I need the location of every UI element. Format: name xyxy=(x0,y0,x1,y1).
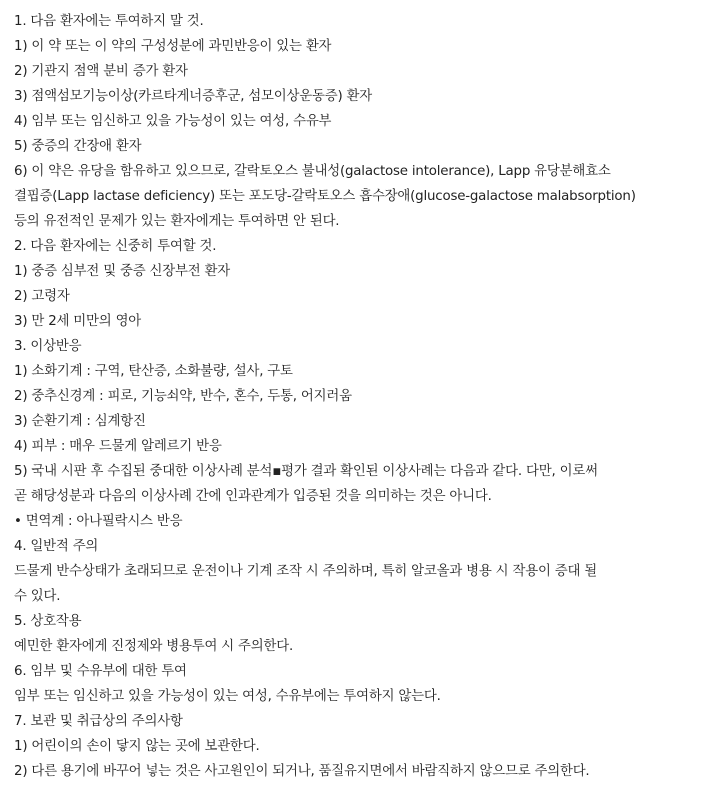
section-heading-contraindications: 1. 다음 환자에는 투여하지 말 것. xyxy=(14,14,204,29)
list-item: 5) 국내 시판 후 수집된 중대한 이상사례 분석▪평가 결과 확인된 이상사례는 다음과 같다. 다만, 이로써 xyxy=(14,464,598,479)
list-item: 3) 만 2세 미만의 영아 xyxy=(14,314,142,329)
list-item: 1) 소화기계 : 구역, 탄산증, 소화불량, 설사, 구토 xyxy=(14,364,293,379)
paragraph-line: 수 있다. xyxy=(14,589,61,604)
list-item-continuation: 곧 해당성분과 다음의 이상사례 간에 인과관계가 입증된 것을 의미하는 것은 아니다. xyxy=(14,489,492,504)
section-heading-pregnancy: 6. 임부 및 수유부에 대한 투여 xyxy=(14,664,187,679)
list-item-continuation: 결핍증(Lapp lactase deficiency) 또는 포도당-갈락토오스 흡수장애(glucose-galactose malabsorption) xyxy=(14,189,636,204)
list-item: 1) 이 약 또는 이 약의 구성성분에 과민반응이 있는 환자 xyxy=(14,39,332,54)
section-heading-interactions: 5. 상호작용 xyxy=(14,614,82,629)
document-body xyxy=(14,9,694,784)
list-item: 2) 중추신경계 : 피로, 기능쇠약, 반수, 혼수, 두통, 어지러움 xyxy=(14,389,352,404)
list-item: 2) 고령자 xyxy=(14,289,70,304)
list-item: 3) 순환기계 : 심계항진 xyxy=(14,414,146,429)
list-item: 4) 임부 또는 임신하고 있을 가능성이 있는 여성, 수유부 xyxy=(14,114,332,129)
section-heading-storage: 7. 보관 및 취급상의 주의사항 xyxy=(14,714,183,729)
section-heading-adverse-reactions: 3. 이상반응 xyxy=(14,339,82,354)
list-item: 4) 피부 : 매우 드물게 알레르기 반응 xyxy=(14,439,222,454)
list-item: 2) 다른 용기에 바꾸어 넣는 것은 사고원인이 되거나, 품질유지면에서 바람직하지 않으므로 주의한다. xyxy=(14,764,590,779)
list-item: 2) 기관지 점액 분비 증가 환자 xyxy=(14,64,188,79)
list-item: 3) 점액섬모기능이상(카르타게너증후군, 섬모이상운동증) 환자 xyxy=(14,89,372,104)
paragraph-line: 임부 또는 임신하고 있을 가능성이 있는 여성, 수유부에는 투여하지 않는다. xyxy=(14,689,441,704)
paragraph-line: 드물게 반수상태가 초래되므로 운전이나 기계 조작 시 주의하며, 특히 알코올과 병용 시 작용이 증대 될 xyxy=(14,564,597,579)
list-item: 5) 중증의 간장애 환자 xyxy=(14,139,142,154)
bullet-item: • 면역계 : 아나필락시스 반응 xyxy=(14,514,183,529)
section-heading-caution: 2. 다음 환자에는 신중히 투여할 것. xyxy=(14,239,217,254)
list-item-continuation: 등의 유전적인 문제가 있는 환자에게는 투여하면 안 된다. xyxy=(14,214,340,229)
list-item: 1) 어린이의 손이 닿지 않는 곳에 보관한다. xyxy=(14,739,260,754)
paragraph-line: 예민한 환자에게 진정제와 병용투여 시 주의한다. xyxy=(14,639,294,654)
list-item: 6) 이 약은 유당을 함유하고 있으므로, 갈락토오스 불내성(galactose intolerance), Lapp 유당분해효소 xyxy=(14,164,611,179)
section-heading-general-precautions: 4. 일반적 주의 xyxy=(14,539,99,554)
list-item: 1) 중증 심부전 및 중증 신장부전 환자 xyxy=(14,264,230,279)
